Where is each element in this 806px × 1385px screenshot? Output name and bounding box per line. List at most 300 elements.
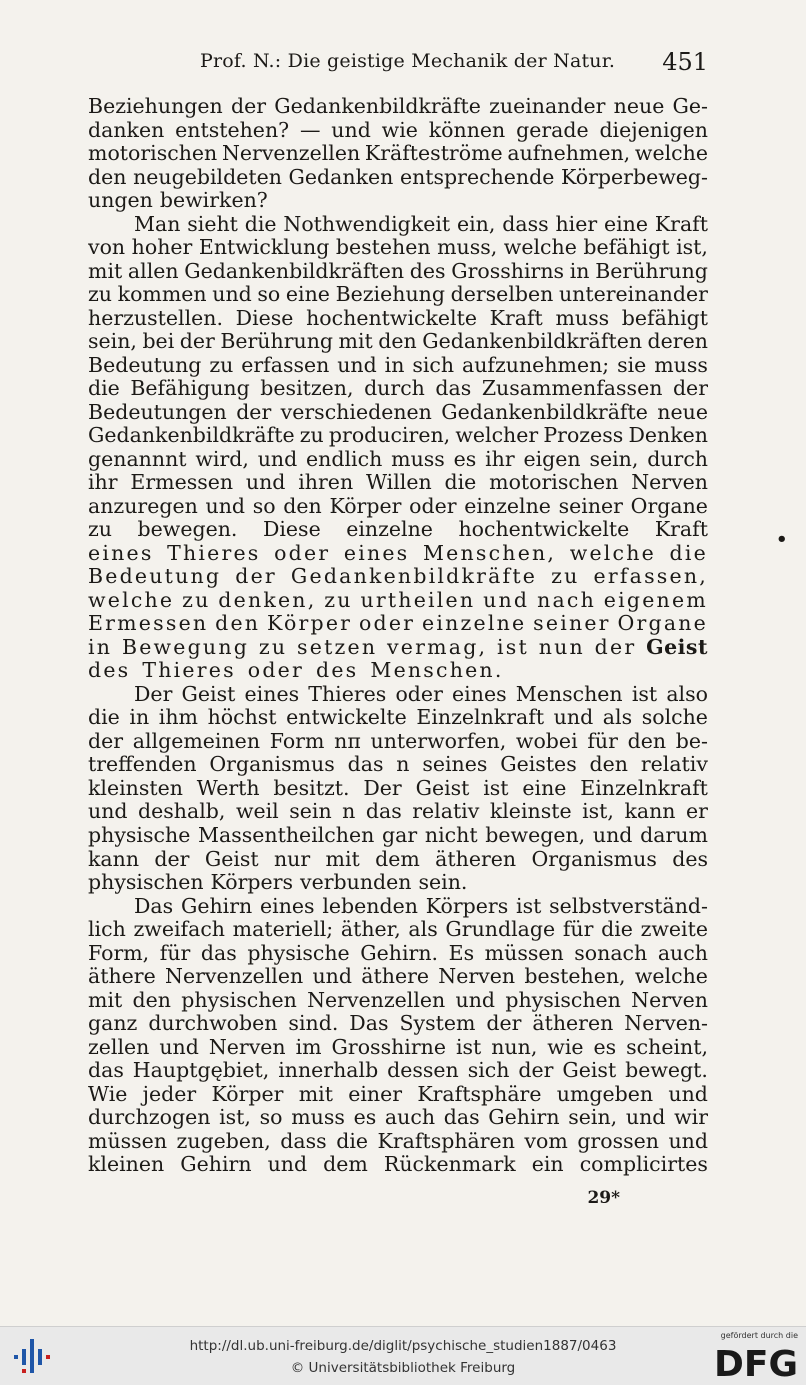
text-line bbox=[88, 330, 708, 354]
word: Es bbox=[448, 941, 475, 965]
text-line bbox=[88, 965, 708, 989]
word: kommen bbox=[117, 283, 207, 307]
word: Nerven bbox=[208, 1035, 286, 1059]
word: welche bbox=[88, 588, 175, 612]
word: anzuregen bbox=[88, 494, 198, 518]
word: muss bbox=[391, 447, 445, 471]
text-line bbox=[88, 471, 708, 495]
word: hochentwickelte bbox=[458, 518, 630, 542]
word: dem bbox=[323, 1153, 368, 1177]
word: ihr bbox=[88, 471, 118, 495]
word: einzelne bbox=[464, 494, 551, 518]
word: in bbox=[384, 353, 405, 377]
word: bei bbox=[142, 330, 175, 354]
word: des bbox=[88, 659, 131, 683]
copyright-text: © Universitätsbibliothek Freiburg bbox=[290, 1360, 516, 1376]
text-line bbox=[88, 542, 708, 566]
word: Geist bbox=[181, 682, 236, 706]
text-line bbox=[88, 189, 708, 213]
word: diejenigen bbox=[599, 118, 708, 142]
word: der bbox=[235, 565, 277, 589]
word: aufnehmen, bbox=[507, 142, 631, 166]
word: sein, bbox=[589, 447, 639, 471]
word: Werth bbox=[196, 776, 260, 800]
word: das bbox=[435, 377, 472, 401]
word: mit bbox=[88, 988, 123, 1012]
word: kleinste bbox=[489, 800, 572, 824]
text-line bbox=[88, 565, 708, 589]
word: zweite bbox=[640, 918, 708, 942]
word: Das bbox=[349, 1012, 389, 1036]
word: weil bbox=[235, 800, 279, 824]
word: in bbox=[88, 635, 113, 659]
word: eines bbox=[260, 894, 315, 918]
word: mit bbox=[325, 847, 360, 871]
word: Nerven- bbox=[624, 1012, 708, 1036]
word: zu bbox=[299, 424, 324, 448]
word: motorischen bbox=[489, 471, 619, 495]
word: entstehen? bbox=[175, 118, 290, 142]
word: Prozess bbox=[543, 424, 624, 448]
text-line bbox=[88, 1130, 708, 1154]
word: und bbox=[257, 447, 298, 471]
word: und bbox=[205, 494, 246, 518]
text-line bbox=[88, 166, 708, 190]
word: und bbox=[159, 1035, 199, 1059]
text-line bbox=[88, 377, 708, 401]
word: Beziehung bbox=[335, 283, 445, 307]
word: Gedankenbildkräfte bbox=[290, 565, 538, 589]
word: Nervenzellen bbox=[165, 965, 304, 989]
word: der bbox=[179, 330, 215, 354]
word: zu bbox=[209, 353, 234, 377]
word: genannnt bbox=[88, 447, 187, 471]
word: äther, bbox=[340, 918, 401, 942]
word: neue bbox=[613, 95, 665, 118]
text-line bbox=[88, 777, 708, 801]
word: der bbox=[88, 729, 124, 753]
word: ungen bbox=[88, 189, 153, 213]
word: Geist bbox=[415, 776, 470, 800]
word: innerhalb bbox=[278, 1059, 379, 1083]
word: seiner bbox=[558, 494, 623, 518]
word: die bbox=[88, 706, 120, 730]
word: Körper bbox=[211, 1082, 284, 1106]
word: eines bbox=[343, 541, 410, 565]
word: muss bbox=[555, 306, 610, 330]
word: be- bbox=[675, 729, 708, 753]
word: Körpers bbox=[425, 894, 509, 918]
word: grossen bbox=[577, 1129, 659, 1153]
word: Organe bbox=[630, 494, 708, 518]
word: oder bbox=[247, 659, 304, 683]
word: ätheren bbox=[435, 847, 517, 871]
word: vermag, bbox=[387, 635, 488, 659]
word: Nervenzellen bbox=[307, 988, 446, 1012]
word: Geist bbox=[204, 847, 259, 871]
word: Organismus bbox=[531, 847, 657, 871]
word: einer bbox=[348, 1082, 403, 1106]
text-line bbox=[88, 448, 708, 472]
word: auch bbox=[657, 941, 708, 965]
text-line bbox=[88, 283, 708, 307]
word: Ge- bbox=[672, 95, 708, 118]
text-line bbox=[88, 236, 708, 260]
text-line bbox=[88, 683, 708, 707]
text-line bbox=[88, 401, 708, 425]
word: herzustellen. bbox=[88, 306, 223, 330]
word: Organe bbox=[617, 612, 708, 636]
word: setzen bbox=[297, 635, 378, 659]
word: wird, bbox=[195, 447, 249, 471]
word: und bbox=[592, 823, 633, 847]
word: für bbox=[159, 941, 191, 965]
word: ihren bbox=[298, 471, 354, 495]
word: durchzogen bbox=[88, 1106, 211, 1130]
word: zu bbox=[551, 565, 580, 589]
word: lebenden bbox=[322, 894, 418, 918]
word: ihr bbox=[485, 447, 515, 471]
word: ganz bbox=[88, 1012, 138, 1036]
word: Gedankenbildkräfte bbox=[274, 95, 481, 118]
word: die bbox=[336, 1129, 369, 1153]
word: aufzunehmen; bbox=[461, 353, 610, 377]
word: es bbox=[453, 447, 477, 471]
word: entsprechende bbox=[399, 165, 555, 189]
word: Thieres bbox=[167, 541, 261, 565]
word: und bbox=[267, 1153, 308, 1177]
word: nicht bbox=[424, 823, 478, 847]
word: äthere bbox=[361, 965, 430, 989]
word: Kraft bbox=[654, 212, 708, 236]
word: wobei bbox=[515, 729, 578, 753]
word: Thieres bbox=[142, 659, 236, 683]
word: ist, bbox=[582, 800, 614, 824]
text-line bbox=[88, 1106, 708, 1130]
word: Denken bbox=[628, 424, 708, 448]
word: entwickelte bbox=[286, 706, 407, 730]
text-line bbox=[88, 659, 708, 683]
word: den bbox=[283, 494, 322, 518]
word: Bedeutung bbox=[88, 353, 202, 377]
word: ist bbox=[516, 894, 542, 918]
word: die bbox=[601, 918, 633, 942]
word: Gedankenbildkräfte bbox=[88, 424, 295, 448]
word: ein bbox=[531, 1153, 564, 1177]
word: Organismus bbox=[209, 753, 335, 777]
text-line bbox=[88, 1036, 708, 1060]
word: Beziehungen bbox=[88, 95, 223, 118]
word: eigenem bbox=[603, 588, 708, 612]
text-line bbox=[88, 730, 708, 754]
word: Der bbox=[134, 682, 173, 706]
word: motorischen bbox=[88, 142, 218, 166]
text-line bbox=[88, 848, 708, 872]
word: besitzt. bbox=[273, 776, 350, 800]
word: des bbox=[672, 847, 708, 871]
word: sein bbox=[289, 800, 332, 824]
word: relativ bbox=[412, 800, 480, 824]
word: Entwicklung bbox=[198, 236, 330, 260]
word: Gedankenbildkräften bbox=[184, 259, 405, 283]
word: neue bbox=[657, 400, 708, 424]
word: und bbox=[483, 588, 530, 612]
word: Körper bbox=[329, 494, 402, 518]
word: das bbox=[365, 800, 402, 824]
word: physischen bbox=[181, 988, 297, 1012]
word: und bbox=[212, 283, 252, 307]
word: sich bbox=[467, 1059, 510, 1083]
word: solche bbox=[641, 706, 708, 730]
word: der bbox=[594, 635, 637, 659]
word: Gehirn bbox=[488, 1106, 560, 1130]
word: ihm bbox=[158, 706, 198, 730]
word: Einzelnkraft bbox=[580, 776, 708, 800]
word: befähigt bbox=[621, 306, 708, 330]
word: durchwoben bbox=[148, 1012, 278, 1036]
dfg-logo-text: DFG bbox=[714, 1344, 798, 1381]
word: den bbox=[589, 753, 629, 777]
word: ist, bbox=[219, 1106, 251, 1130]
word: Gedankenbildkräfte bbox=[441, 400, 648, 424]
text-line bbox=[88, 307, 708, 331]
text-line bbox=[88, 942, 708, 966]
word: die bbox=[669, 541, 708, 565]
word: Kraftsphären bbox=[377, 1129, 515, 1153]
word: Menschen. bbox=[370, 659, 504, 683]
word: bestehen bbox=[335, 236, 431, 260]
word: Massentheilchen bbox=[198, 823, 375, 847]
word: Geist bbox=[562, 1059, 617, 1083]
text-line bbox=[88, 1012, 708, 1036]
text-line bbox=[88, 1153, 708, 1177]
word: der bbox=[486, 1012, 522, 1036]
word: erfassen, bbox=[593, 565, 708, 589]
word: physischen bbox=[88, 871, 204, 895]
word: selbstverständ- bbox=[549, 894, 708, 918]
word: treffenden bbox=[88, 753, 197, 777]
word: seines bbox=[422, 753, 488, 777]
word: welche bbox=[634, 965, 708, 989]
word: Form bbox=[269, 729, 325, 753]
word: Geistes bbox=[500, 753, 577, 777]
word: vom bbox=[524, 1129, 568, 1153]
word: relativ bbox=[640, 753, 708, 777]
word: die bbox=[244, 212, 277, 236]
word: welche bbox=[634, 142, 708, 166]
word: Bedeutungen bbox=[88, 400, 227, 424]
word: der bbox=[230, 95, 267, 118]
text-line bbox=[88, 824, 708, 848]
word: physische bbox=[247, 941, 350, 965]
word: Kräfteströme bbox=[364, 142, 503, 166]
word: oder bbox=[395, 682, 443, 706]
word: ätheren bbox=[532, 1012, 614, 1036]
word: urtheilen bbox=[360, 588, 476, 612]
word: und bbox=[337, 353, 377, 377]
word: Nothwendigkeit bbox=[283, 212, 451, 236]
word: deshalb, bbox=[138, 800, 226, 824]
text-line bbox=[88, 895, 708, 919]
word: Nerven bbox=[631, 471, 708, 495]
word: untereinander bbox=[558, 283, 708, 307]
signature-mark: 29* bbox=[587, 1188, 620, 1208]
word: so bbox=[252, 494, 276, 518]
word: zu bbox=[182, 588, 211, 612]
text-line bbox=[88, 753, 708, 777]
word: einzelne bbox=[346, 518, 433, 542]
text-line bbox=[88, 706, 708, 730]
word: wie bbox=[381, 118, 418, 142]
word: Kraft bbox=[489, 306, 543, 330]
word: höchst bbox=[207, 706, 277, 730]
source-url-link[interactable]: http://dl.ub.uni-freiburg.de/diglit/psychische_studien1887/0463 bbox=[189, 1338, 617, 1354]
word: Zusammenfassen bbox=[481, 377, 663, 401]
word: Befähigung bbox=[130, 377, 250, 401]
margin-mark: • bbox=[776, 529, 788, 550]
word: Menschen bbox=[515, 682, 623, 706]
word: allen bbox=[127, 259, 179, 283]
word: Gehirn bbox=[180, 1153, 252, 1177]
word: n bbox=[342, 800, 356, 824]
word: unterworfen, bbox=[370, 729, 507, 753]
word: eines bbox=[244, 682, 300, 706]
text-line bbox=[88, 1083, 708, 1107]
word: der bbox=[518, 1059, 554, 1083]
word: Gehirn. bbox=[360, 941, 439, 965]
word: es bbox=[593, 1035, 617, 1059]
text-line bbox=[88, 495, 708, 519]
word: das bbox=[88, 1059, 124, 1083]
word: materiell; bbox=[232, 918, 334, 942]
word: bestehen, bbox=[524, 965, 626, 989]
word: endlich bbox=[306, 447, 383, 471]
word: Rückenmark bbox=[383, 1153, 516, 1177]
word: eigen bbox=[523, 447, 581, 471]
word: der bbox=[236, 400, 272, 424]
word: und bbox=[312, 965, 352, 989]
word: sonach bbox=[574, 941, 648, 965]
word: nach bbox=[537, 588, 596, 612]
word: Der bbox=[363, 776, 402, 800]
word: so bbox=[259, 1106, 283, 1130]
word: sein. bbox=[418, 871, 468, 895]
word: Gehirn bbox=[180, 894, 253, 918]
page-number: 451 bbox=[662, 48, 708, 76]
word: wie bbox=[547, 1035, 584, 1059]
word: Diese bbox=[262, 518, 321, 542]
word: dass bbox=[502, 212, 549, 236]
word: gerade bbox=[516, 118, 589, 142]
text-line bbox=[88, 213, 708, 237]
word: Hauptgębiet, bbox=[132, 1059, 270, 1083]
word: das bbox=[347, 753, 384, 777]
word: den bbox=[132, 988, 171, 1012]
word: Körpers bbox=[210, 871, 294, 895]
word: im bbox=[295, 1035, 322, 1059]
word: Körperbeweg- bbox=[561, 165, 708, 189]
word: mit bbox=[88, 259, 123, 283]
text-line bbox=[88, 518, 708, 542]
word: zu bbox=[88, 283, 113, 307]
word: muss, bbox=[437, 236, 498, 260]
word: und bbox=[331, 118, 371, 142]
running-title: Prof. N.: Die geistige Mechanik der Natur. bbox=[200, 50, 616, 72]
word: durch bbox=[364, 377, 425, 401]
word: verbunden bbox=[300, 871, 412, 895]
emphasis-word: Geist bbox=[646, 635, 708, 659]
word: eines bbox=[452, 682, 507, 706]
word: zu bbox=[258, 635, 288, 659]
word: mit bbox=[338, 330, 373, 354]
word: hochentwickelte bbox=[306, 306, 477, 330]
dfg-caption: gefördert durch die bbox=[720, 1331, 798, 1340]
word: zu bbox=[324, 588, 353, 612]
word: Grundlage bbox=[445, 918, 556, 942]
word: System bbox=[399, 1012, 476, 1036]
word: also bbox=[666, 682, 708, 706]
word: Körper bbox=[267, 612, 353, 636]
word: dass bbox=[280, 1129, 327, 1153]
word: den bbox=[627, 729, 667, 753]
word: nun bbox=[538, 635, 585, 659]
word: zugeben, bbox=[176, 1129, 271, 1153]
word: Wie bbox=[88, 1082, 128, 1106]
word: ist bbox=[483, 776, 509, 800]
word: zellen bbox=[88, 1035, 150, 1059]
word: des bbox=[316, 659, 359, 683]
word: und bbox=[668, 1082, 708, 1106]
word: einzelne bbox=[422, 612, 527, 636]
word: danken bbox=[88, 118, 165, 142]
word: Einzelnkraft bbox=[416, 706, 545, 730]
word: sie bbox=[617, 353, 647, 377]
word: darum bbox=[640, 823, 708, 847]
word: scheint, bbox=[626, 1035, 708, 1059]
word: Bedeutung bbox=[88, 565, 222, 589]
word: in bbox=[569, 259, 590, 283]
word: eine bbox=[603, 212, 648, 236]
word: Grosshirns bbox=[451, 259, 565, 283]
word: oder bbox=[274, 541, 331, 565]
word: ist bbox=[455, 1035, 482, 1059]
word: gar bbox=[382, 823, 418, 847]
word: kann bbox=[88, 847, 140, 871]
word: sieht bbox=[187, 212, 238, 236]
word: für bbox=[587, 729, 618, 753]
word: den bbox=[378, 330, 417, 354]
dfg-funding-block bbox=[714, 1331, 798, 1381]
text-line bbox=[88, 260, 708, 284]
text-line bbox=[88, 95, 708, 119]
word: er bbox=[686, 800, 708, 824]
word: das bbox=[443, 1106, 480, 1130]
word: deren bbox=[647, 330, 708, 354]
word: jeder bbox=[142, 1082, 197, 1106]
word: kann bbox=[624, 800, 676, 824]
word: äthere bbox=[88, 965, 156, 989]
word: Ermessen bbox=[130, 471, 234, 495]
word: Gedanken bbox=[288, 165, 394, 189]
word: nun, bbox=[491, 1035, 538, 1059]
word: Gedankenbildkräften bbox=[422, 330, 643, 354]
word: durch bbox=[647, 447, 708, 471]
word: ist bbox=[631, 682, 658, 706]
word: sind. bbox=[288, 1012, 339, 1036]
word: Man bbox=[134, 212, 181, 236]
word: als bbox=[408, 918, 438, 942]
word: wir bbox=[674, 1106, 708, 1130]
